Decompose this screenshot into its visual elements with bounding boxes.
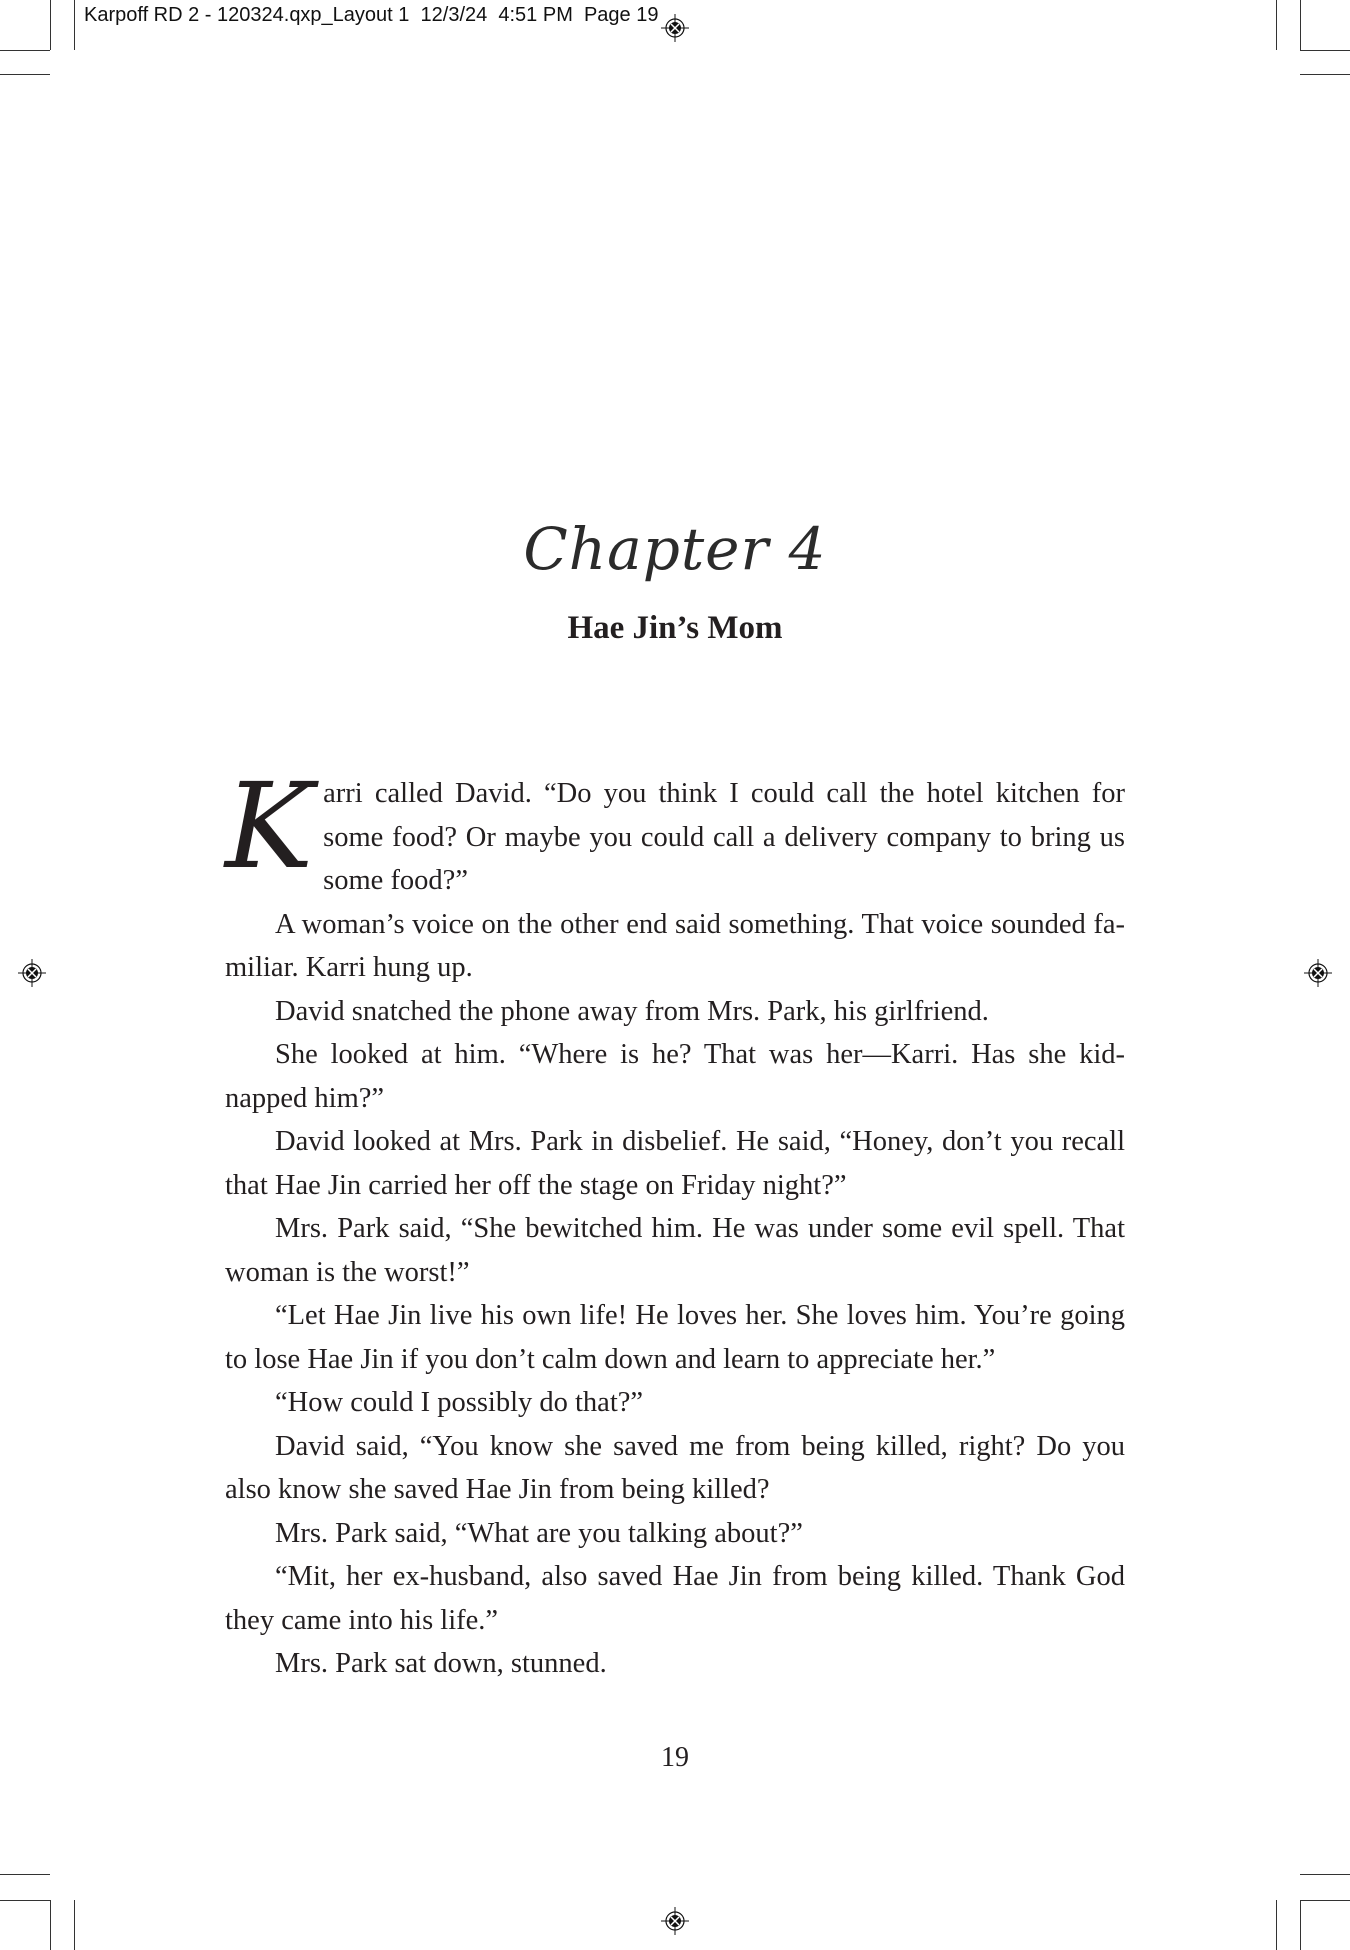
crop-mark <box>74 1900 75 1950</box>
registration-mark-icon <box>1304 959 1332 987</box>
slug-line: Karpoff RD 2 - 120324.qxp_Layout 1 12/3/24 4:51 PM Page 19 <box>84 4 659 26</box>
paragraph: David snatched the phone away from Mrs. Park, his girlfriend. <box>275 995 989 1027</box>
crop-mark <box>1276 1900 1277 1950</box>
crop-mark <box>1300 1900 1301 1950</box>
crop-mark <box>1300 0 1301 50</box>
paragraph: “Let Hae Jin live his own life! He loves her. She loves him. You’re going to lose Hae Jin if you don’t calm down and learn to appreciate her.” <box>225 1300 1125 1375</box>
paragraph: She looked at him. “Where is he? That was her—Karri. Has she kidnapped him?” <box>225 1039 1125 1114</box>
crop-mark <box>1300 74 1350 75</box>
crop-mark <box>0 1874 50 1875</box>
crop-mark <box>0 50 50 51</box>
registration-mark-icon <box>18 959 46 987</box>
paragraph-text: arri called David. “Do you think I could call the hotel kitchen for some food? Or maybe you could call a delivery company to bring us some food?” <box>323 778 1125 896</box>
paragraph: Mrs. Park said, “What are you talking about?” <box>275 1517 803 1549</box>
chapter-subtitle: Hae Jin’s Mom <box>567 610 783 646</box>
chapter-title: Chapter 4 <box>523 515 827 583</box>
crop-mark <box>1300 1900 1350 1901</box>
drop-cap: K <box>225 757 314 895</box>
registration-mark-icon <box>661 14 689 42</box>
crop-mark <box>1276 0 1277 50</box>
registration-mark-icon <box>661 1907 689 1935</box>
body-text <box>225 757 1125 1686</box>
crop-mark <box>50 0 51 50</box>
paragraph: David looked at Mrs. Park in disbelief. He said, “Honey, don’t you recall that Hae Jin carried her off the stage on Friday night?” <box>225 1126 1125 1201</box>
crop-mark <box>0 1900 50 1901</box>
paragraph: “How could I possibly do that?” <box>275 1387 644 1418</box>
crop-mark <box>0 74 50 75</box>
crop-mark <box>1300 50 1350 51</box>
paragraph: David said, “You know she saved me from being killed, right? Do you also know she saved Hae Jin from being killed? <box>225 1430 1125 1505</box>
paragraph: “Mit, her ex-husband, also saved Hae Jin from being killed. Thank God they came into his life.” <box>225 1561 1125 1636</box>
paragraph: Mrs. Park said, “She bewitched him. He was under some evil spell. That woman is the worst!” <box>225 1213 1125 1288</box>
crop-mark <box>50 1900 51 1950</box>
page-number: 19 <box>661 1742 689 1773</box>
paragraph: A woman’s voice on the other end said something. That voice sounded familiar. Karri hung up. <box>225 908 1125 983</box>
paragraph <box>225 757 1125 903</box>
paragraph: Mrs. Park sat down, stunned. <box>275 1648 607 1679</box>
crop-mark <box>1300 1874 1350 1875</box>
crop-mark <box>74 0 75 50</box>
